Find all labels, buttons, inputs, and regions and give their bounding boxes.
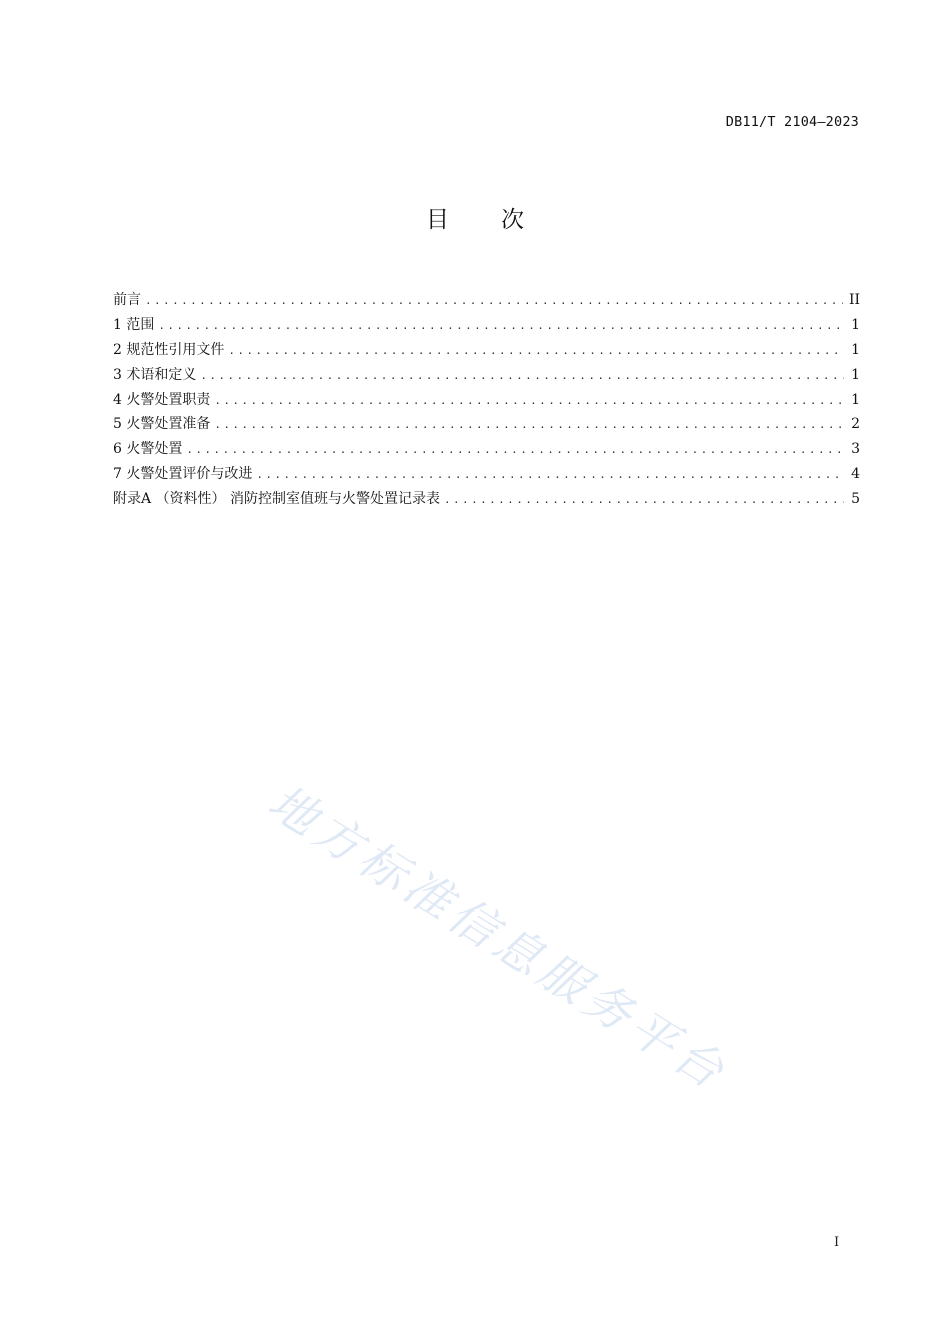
toc-entry-evaluation[interactable] <box>113 462 860 487</box>
toc-entry-label: 3 术语和定义 <box>113 366 197 383</box>
toc-entry-page: 2 <box>851 416 860 433</box>
toc-entry-handling[interactable] <box>113 437 860 462</box>
toc-entry-preparation[interactable] <box>113 412 860 437</box>
toc-dot-leader <box>214 413 844 438</box>
toc-entry-label: 4 火警处置职责 <box>113 391 211 408</box>
toc-entry-responsibilities[interactable] <box>113 388 860 413</box>
toc-dot-leader <box>200 364 844 389</box>
watermark-text: 地方标准信息服务平台 <box>258 774 738 1103</box>
toc-entry-page: 5 <box>851 491 860 508</box>
toc-entry-label: 5 火警处置准备 <box>113 416 211 433</box>
toc-entry-appendix-a[interactable] <box>113 487 860 512</box>
toc-entry-foreword[interactable] <box>113 288 860 313</box>
toc-dot-leader <box>228 339 844 364</box>
table-of-contents <box>113 288 860 512</box>
toc-dot-leader <box>444 488 844 513</box>
toc-entry-page: 1 <box>851 391 860 408</box>
toc-entry-page: 3 <box>851 441 860 458</box>
toc-dot-leader <box>145 289 843 314</box>
toc-entry-page: 1 <box>851 341 860 358</box>
toc-dot-leader <box>256 463 844 488</box>
toc-entry-page: 1 <box>851 366 860 383</box>
document-code: DB11/T 2104—2023 <box>725 114 859 130</box>
toc-dot-leader <box>214 389 844 414</box>
toc-entry-normative-references[interactable] <box>113 338 860 363</box>
toc-entry-label: 前言 <box>113 292 141 308</box>
toc-entry-page: 1 <box>851 316 860 333</box>
toc-entry-label: 附录A （资料性） 消防控制室值班与火警处置记录表 <box>113 491 441 508</box>
toc-dot-leader <box>186 438 844 463</box>
page-title-char-2: 次 <box>501 207 524 233</box>
page-title-char-1: 目 <box>426 207 449 233</box>
page-number: I <box>834 1235 840 1250</box>
toc-entry-label: 6 火警处置 <box>113 441 183 458</box>
page-title <box>0 201 950 234</box>
toc-entry-terms-definitions[interactable] <box>113 363 860 388</box>
toc-entry-scope[interactable] <box>113 313 860 338</box>
toc-entry-page: 4 <box>851 466 860 483</box>
toc-entry-label: 7 火警处置评价与改进 <box>113 466 253 483</box>
toc-entry-label: 1 范围 <box>113 316 155 333</box>
toc-entry-page: II <box>848 292 860 308</box>
toc-dot-leader <box>158 314 844 339</box>
toc-entry-label: 2 规范性引用文件 <box>113 341 225 358</box>
